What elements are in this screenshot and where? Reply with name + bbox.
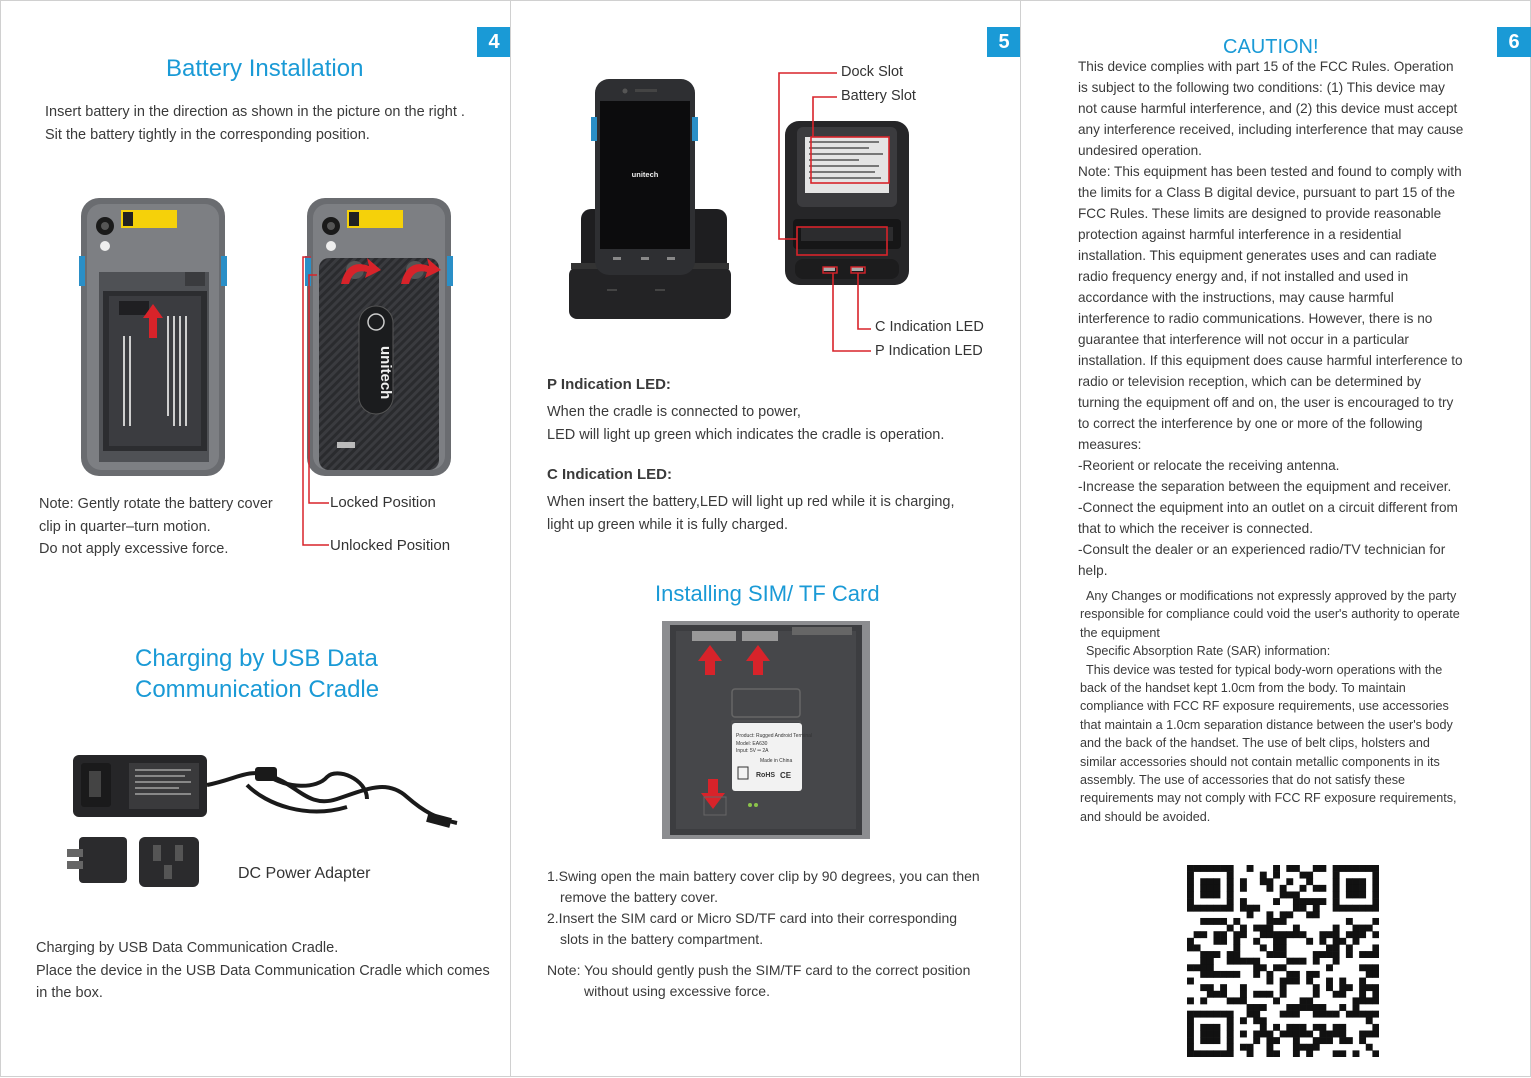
sim-label-line-1: Product: Rugged Android Terminal (736, 733, 813, 739)
sar-line: and should be avoided. (1080, 809, 1211, 824)
fcc-line: to correct the interference by one or more of the following (1078, 416, 1423, 431)
sim-step-line-1: 1.Swing open the main battery cover clip by 90 degrees, you can then (547, 868, 980, 884)
sim-note-line-1: Note: You should gently push the SIM/TF card to the correct position (547, 962, 971, 978)
installing-sim-title: Installing SIM/ TF Card (655, 581, 880, 606)
sar-line: Specific Absorption Rate (SAR) information: (1086, 644, 1331, 659)
sim-compartment-image (662, 621, 870, 839)
sar-line: the equipment (1080, 625, 1160, 640)
p-led-text (547, 401, 944, 446)
sim-label-line-2: Model: EA630 (736, 741, 768, 747)
c-indication-led-label: C Indication LED (875, 319, 984, 335)
p-indication-led-label: P Indication LED (875, 343, 983, 359)
c-led-text (547, 491, 955, 536)
fcc-line: not cause harmful interference, and (2) this device must accept (1078, 101, 1458, 116)
fcc-line: -Reorient or relocate the receiving antenna. (1078, 458, 1340, 473)
svg-text:CE: CE (780, 771, 792, 780)
fcc-line: interference to radio communications. However, there is no (1078, 311, 1433, 326)
caution-title: CAUTION! (1223, 36, 1319, 58)
charging-instructions (36, 937, 490, 1005)
sim-step-line-4: slots in the battery compartment. (560, 931, 764, 947)
sim-step-line-3: 2.Insert the SIM card or Micro SD/TF card into their corresponding (547, 910, 958, 926)
sim-step-line-2: remove the battery cover. (560, 889, 718, 905)
sar-line: assembly. The use of accessories that do not satisfy these (1080, 773, 1406, 788)
page-5 (510, 0, 1021, 1077)
charging-line-1: Charging by USB Data Communication Cradle. (36, 940, 339, 956)
sar-line: requirements may not comply with FCC RF exposure requirements, (1080, 791, 1457, 806)
page-number-4: 4 (477, 27, 511, 57)
charging-title (135, 643, 379, 705)
fcc-line: measures: (1078, 437, 1142, 452)
fcc-line: Note: This equipment has been tested and found to comply with (1078, 164, 1462, 179)
note-line-3: Do not apply excessive force. (39, 541, 229, 557)
dock-slot-label: Dock Slot (841, 64, 904, 80)
locked-position-label: Locked Position (330, 494, 436, 511)
sar-line: similar accessories should not contain metallic components in its (1080, 754, 1440, 769)
fcc-line: protection against harmful interference in a residential (1078, 227, 1402, 242)
battery-instructions (45, 101, 465, 146)
c-led-title: C Indication LED: (547, 466, 672, 483)
sim-note (547, 960, 970, 1002)
sim-note-line-2: without using excessive force. (584, 983, 770, 999)
fcc-line: installation. This equipment generates uses and can radiate (1078, 248, 1437, 263)
c-led-line-2: light up green while it is fully charged. (547, 516, 788, 533)
battery-installation-title: Battery Installation (166, 55, 364, 82)
page-6 (1020, 0, 1531, 1077)
sar-line: back of the handset kept 1.0cm from the body. To maintain (1080, 681, 1406, 696)
fcc-line: radio or television reception, which can be determined by (1078, 374, 1422, 389)
note-line-1: Note: Gently rotate the battery cover (39, 496, 273, 512)
page-number-6: 6 (1497, 27, 1531, 57)
fcc-line: -Connect the equipment into an outlet on a circuit different from (1078, 500, 1458, 515)
page-4 (0, 0, 511, 1077)
fcc-line: -Increase the separation between the equipment and receiver. (1078, 479, 1452, 494)
sar-line: This device was tested for typical body-worn operations with the (1086, 662, 1443, 677)
p-led-line-2: LED will light up green which indicates the cradle is operation. (547, 426, 945, 443)
fcc-line: FCC Rules. These limits are designed to provide reasonable (1078, 206, 1442, 221)
dc-power-adapter-label: DC Power Adapter (238, 865, 371, 882)
sar-line: responsible for compliance could void the user's authority to operate (1080, 607, 1460, 622)
fcc-line: accordance with the instructions, may cause harmful (1078, 290, 1394, 305)
fcc-statement (1078, 56, 1463, 581)
fcc-line: installation. If this equipment does cause harmful interference to (1078, 353, 1463, 368)
battery-slot-label: Battery Slot (841, 88, 916, 104)
charging-line-3: in the box. (36, 985, 103, 1001)
fcc-line: guarantee that interference will not occur in a particular (1078, 332, 1409, 347)
sim-label-line-3: Input: 5V ═ 2A (736, 748, 769, 754)
charging-title-line-2: Communication Cradle (135, 676, 380, 703)
fcc-line: that to which the receiver is connected. (1078, 521, 1313, 536)
charging-title-line-1: Charging by USB Data (135, 645, 378, 672)
sar-line: and the back of the handset. The use of belt clips, holsters and (1080, 736, 1430, 751)
page-number-5: 5 (987, 27, 1021, 57)
sar-statement (1080, 587, 1460, 826)
battery-line-1: Insert battery in the direction as shown in the picture on the right . (45, 104, 465, 120)
p-led-line-1: When the cradle is connected to power, (547, 404, 801, 420)
c-led-line-1: When insert the battery,LED will light up red while it is charging, (547, 494, 955, 510)
sar-line: that maintain a 1.0cm separation distance between the user's body (1080, 717, 1453, 732)
unlocked-position-label: Unlocked Position (330, 537, 451, 554)
p-led-title: P Indication LED: (547, 376, 671, 393)
sim-label-line-4: Made in China (760, 758, 793, 764)
fcc-line: undesired operation. (1078, 143, 1202, 158)
sar-line: compliance with FCC RF exposure requirements, use accessories (1080, 699, 1449, 714)
cradle-callout-lines (773, 61, 993, 361)
sar-line: Any Changes or modifications not expressly approved by the party (1086, 589, 1457, 603)
fcc-line: help. (1078, 563, 1108, 578)
charging-line-2: Place the device in the USB Data Communication Cradle which comes (36, 962, 490, 979)
fcc-line: radio frequency energy and, if not installed and used in (1078, 269, 1409, 284)
qr-code-image (1187, 865, 1379, 1057)
fcc-line: the limits for a Class B digital device, pursuant to part 15 of the (1078, 185, 1456, 200)
phone-in-cradle-image (567, 77, 733, 321)
note-line-2: clip in quarter–turn motion. (39, 518, 211, 535)
fcc-line: This device complies with part 15 of the FCC Rules. Operation (1078, 59, 1454, 74)
fcc-line: -Consult the dealer or an experienced radio/TV technician for (1078, 542, 1446, 557)
svg-text:RoHS: RoHS (756, 772, 776, 779)
device-cover-brand: unitech (377, 346, 394, 400)
fcc-line: any interference received, including interference that may cause (1078, 122, 1464, 137)
device-battery-open-image (79, 196, 227, 478)
fcc-line: is subject to the following two conditions: (1) This device may (1078, 80, 1445, 95)
phone-brand: unitech (631, 170, 659, 179)
battery-note (39, 493, 273, 561)
battery-line-2: Sit the battery tightly in the corresponding position. (45, 126, 370, 143)
fcc-line: turning the equipment off and on, the user is encouraged to try (1078, 395, 1454, 410)
sim-steps (547, 866, 980, 950)
